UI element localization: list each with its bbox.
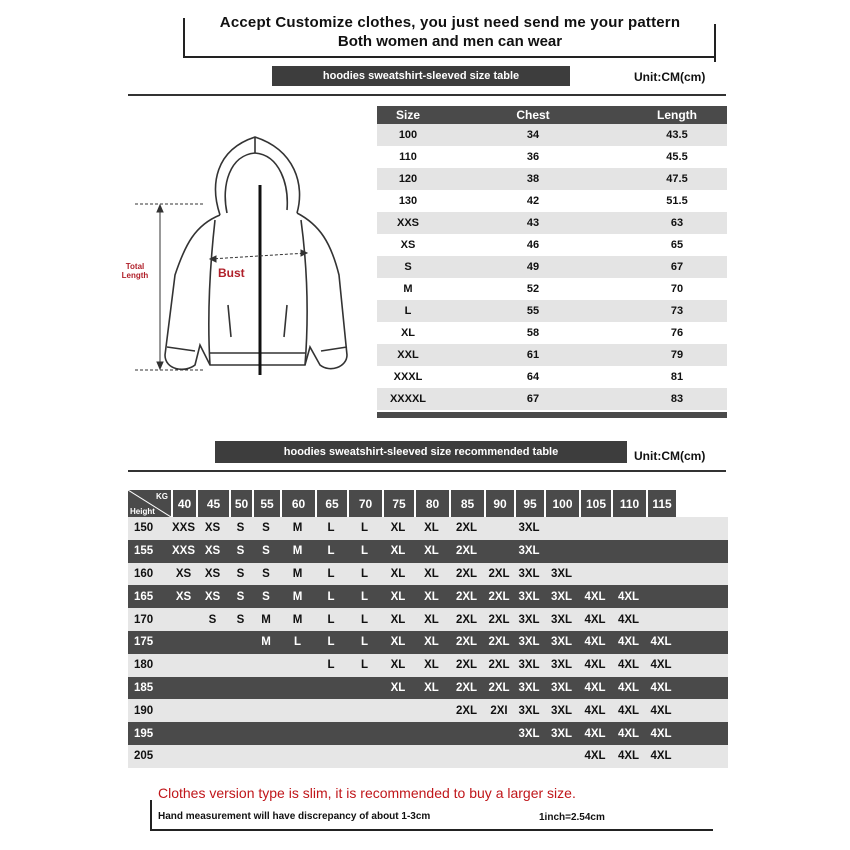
weight-header: 100 <box>544 490 579 517</box>
table-cell: XL <box>400 327 416 339</box>
table-cell: 4XL <box>617 704 640 717</box>
table-cell: 3XL <box>550 636 573 649</box>
table-cell: 3XL <box>550 727 573 740</box>
table-row <box>128 585 728 608</box>
table-cell: 4XL <box>650 681 672 694</box>
table-cell: 120 <box>398 173 418 185</box>
table-cell: S <box>262 522 270 535</box>
header-line-2: Both women and men can wear <box>337 33 563 50</box>
table-cell: 42 <box>526 195 540 207</box>
table-cell: 2XL <box>455 681 478 694</box>
table-cell: 3XL <box>518 659 540 672</box>
table-cell: S <box>236 522 245 535</box>
table-cell: 38 <box>526 173 540 185</box>
total-length-label: Total Length <box>121 262 149 280</box>
table-cell: 4XL <box>584 727 606 740</box>
table-cell: 4XL <box>617 613 640 626</box>
rec-table-header <box>128 490 728 517</box>
table-cell: 73 <box>670 305 684 317</box>
weight-header: 50 <box>229 490 252 517</box>
column-header: Length <box>657 108 697 122</box>
table-cell: 2XL <box>488 567 510 580</box>
table-cell: 4XL <box>617 727 640 740</box>
table-row <box>377 124 727 146</box>
size-table-footer <box>377 412 727 418</box>
table-row <box>377 344 727 366</box>
table-cell: 64 <box>526 371 540 383</box>
weight-header: 85 <box>449 490 484 517</box>
column-header: Size <box>395 108 420 122</box>
table-cell: 4XL <box>617 681 640 694</box>
table-cell: 4XL <box>584 704 606 717</box>
table-cell: 4XL <box>584 613 606 626</box>
table-row <box>128 631 728 654</box>
table-cell: XXS <box>396 217 419 229</box>
weight-header: 115 <box>646 490 676 517</box>
bust-label: Bust <box>218 266 245 280</box>
table-cell: 43 <box>526 217 540 229</box>
weight-header: 65 <box>315 490 347 517</box>
recommended-table <box>128 490 728 768</box>
height-label: 175 <box>134 636 154 649</box>
table-cell: 2XL <box>488 590 510 603</box>
table-cell: S <box>236 590 245 603</box>
table-cell: 43.5 <box>666 129 688 141</box>
table-cell: XL <box>424 636 439 649</box>
table-row <box>128 517 728 540</box>
table-cell: 83 <box>670 393 684 405</box>
table-cell: S <box>236 545 245 558</box>
table-cell: 65 <box>670 239 684 251</box>
weight-header: 55 <box>252 490 280 517</box>
height-label: 160 <box>134 567 154 580</box>
table-cell: 3XL <box>518 522 540 535</box>
table-cell: 49 <box>526 261 540 273</box>
table-cell: L <box>327 613 335 626</box>
weight-header: 40 <box>171 490 196 517</box>
table-row <box>128 540 728 563</box>
table-cell: 2XL <box>455 590 478 603</box>
height-label: 185 <box>134 681 154 694</box>
table-cell: S <box>262 567 270 580</box>
table-cell: 3XL <box>550 659 573 672</box>
table-cell: XL <box>390 659 406 672</box>
table-cell: 76 <box>670 327 684 339</box>
table-cell: XL <box>424 545 439 558</box>
table-cell: 4XL <box>584 659 606 672</box>
table-row <box>377 322 727 344</box>
table-cell: 110 <box>399 151 417 163</box>
table-cell: L <box>327 545 335 558</box>
table-cell: XXXXL <box>389 393 427 405</box>
corner-height-label: Height <box>130 507 155 516</box>
table-cell: 3XL <box>550 704 573 717</box>
table-cell: M <box>292 567 303 580</box>
table-cell: 2XL <box>455 545 478 558</box>
table-corner <box>128 490 171 517</box>
table-cell: 4XL <box>650 659 672 672</box>
rec-table-unit: Unit:CM(cm) <box>634 449 706 463</box>
table-cell: XS <box>204 567 221 580</box>
table-row <box>377 388 727 410</box>
table-cell: XL <box>390 590 406 603</box>
slim-note: Clothes version type is slim, it is recommended to buy a larger size. <box>158 785 576 801</box>
table-cell: 55 <box>526 305 540 317</box>
table-cell: XL <box>424 590 439 603</box>
table-cell: 81 <box>670 371 684 383</box>
table-cell: S <box>262 590 270 603</box>
table-cell: 45.5 <box>666 151 688 163</box>
table-row <box>128 608 728 631</box>
weight-header: 60 <box>280 490 315 517</box>
table-cell: XL <box>390 681 406 694</box>
table-cell: 3XL <box>550 613 573 626</box>
table-cell: L <box>404 305 412 317</box>
table-cell: 3XL <box>518 613 540 626</box>
table-cell: 100 <box>398 129 418 141</box>
table-cell: 2XI <box>490 704 508 717</box>
table-cell: 2XL <box>455 522 478 535</box>
table-cell: XL <box>424 522 439 535</box>
corner-kg-label: KG <box>156 492 168 501</box>
table-cell: XL <box>424 681 439 694</box>
table-cell: 3XL <box>518 727 540 740</box>
weight-header: 45 <box>196 490 229 517</box>
table-row <box>377 190 727 212</box>
table-cell: 4XL <box>617 636 640 649</box>
header-frame-bottom <box>183 56 716 58</box>
table-cell: 3XL <box>550 567 573 580</box>
table-cell: 3XL <box>518 681 540 694</box>
table-cell: L <box>327 636 335 649</box>
table-cell: S <box>262 545 270 558</box>
weight-header: 70 <box>347 490 382 517</box>
table-cell: L <box>360 522 369 535</box>
table-cell: XL <box>424 659 439 672</box>
table-cell: 3XL <box>518 704 540 717</box>
table-cell: 3XL <box>518 545 540 558</box>
table-cell: M <box>292 590 303 603</box>
divider <box>128 470 726 472</box>
size-table-unit: Unit:CM(cm) <box>634 70 706 84</box>
table-cell: 67 <box>670 261 684 273</box>
table-cell: 4XL <box>650 750 672 763</box>
size-table <box>377 106 727 418</box>
table-cell: 4XL <box>617 659 640 672</box>
table-cell: XXS <box>171 545 195 558</box>
table-cell: 3XL <box>518 567 540 580</box>
table-cell: 130 <box>398 195 418 207</box>
table-cell: 51.5 <box>666 195 688 207</box>
table-cell: 4XL <box>650 636 672 649</box>
table-cell: 70 <box>670 283 684 295</box>
table-row <box>128 699 728 722</box>
table-cell: L <box>360 636 369 649</box>
header-line-1: Accept Customize clothes, you just need send me your pattern <box>219 14 681 31</box>
height-label: 155 <box>134 545 154 558</box>
table-cell: XL <box>390 522 406 535</box>
table-cell: M <box>292 613 303 626</box>
height-label: 170 <box>134 613 154 626</box>
rec-table-title: hoodies sweatshirt-sleeved size recommended table <box>215 441 627 463</box>
height-label: 205 <box>134 750 154 763</box>
table-cell: 4XL <box>584 636 606 649</box>
table-cell: XXS <box>171 522 195 535</box>
table-cell: L <box>360 567 369 580</box>
weight-header: 110 <box>611 490 646 517</box>
weight-header: 80 <box>414 490 449 517</box>
table-cell: 3XL <box>518 636 540 649</box>
table-cell: S <box>404 261 412 273</box>
table-row <box>128 677 728 700</box>
table-cell: L <box>360 545 369 558</box>
table-cell: 4XL <box>650 727 672 740</box>
height-label: 165 <box>134 590 154 603</box>
table-cell: 34 <box>526 129 540 141</box>
table-cell: L <box>327 522 335 535</box>
table-row <box>377 366 727 388</box>
table-cell: S <box>236 613 245 626</box>
column-header: Chest <box>516 108 550 122</box>
table-cell: XL <box>424 613 439 626</box>
table-row <box>128 745 728 768</box>
table-cell: 4XL <box>650 704 672 717</box>
table-cell: L <box>360 590 369 603</box>
table-row <box>377 168 727 190</box>
table-cell: S <box>208 613 217 626</box>
table-cell: 2XL <box>455 659 478 672</box>
table-cell: M <box>292 522 303 535</box>
table-cell: XS <box>204 545 221 558</box>
table-row <box>377 146 727 168</box>
table-cell: XL <box>390 567 406 580</box>
table-cell: XS <box>204 522 221 535</box>
table-cell: L <box>360 613 369 626</box>
table-row <box>128 654 728 677</box>
table-cell: 4XL <box>584 681 606 694</box>
table-cell: 63 <box>670 217 684 229</box>
height-label: 180 <box>134 659 154 672</box>
measurement-note: Hand measurement will have discrepancy of about 1-3cm <box>158 811 431 822</box>
table-cell: M <box>292 545 303 558</box>
table-cell: S <box>236 567 245 580</box>
table-cell: 2XL <box>455 704 478 717</box>
table-cell: 47.5 <box>666 173 688 185</box>
table-cell: L <box>327 590 335 603</box>
notes-frame-bottom <box>150 829 713 831</box>
table-row <box>377 234 727 256</box>
table-cell: XL <box>390 545 406 558</box>
table-cell: 2XL <box>455 567 478 580</box>
table-cell: 67 <box>526 393 540 405</box>
table-cell: XS <box>204 590 221 603</box>
table-row <box>128 722 728 745</box>
table-cell: XL <box>390 636 406 649</box>
table-cell: XL <box>424 567 439 580</box>
table-row <box>377 212 727 234</box>
table-row <box>377 278 727 300</box>
table-cell: XS <box>400 239 416 251</box>
table-cell: XXXL <box>393 371 423 383</box>
table-cell: 2XL <box>488 659 510 672</box>
table-cell: L <box>360 659 369 672</box>
table-row <box>377 256 727 278</box>
table-cell: 2XL <box>455 613 478 626</box>
weight-header: 105 <box>579 490 611 517</box>
table-cell: M <box>261 636 271 649</box>
divider <box>128 94 726 96</box>
table-cell: L <box>327 659 335 672</box>
table-cell: L <box>327 567 335 580</box>
table-cell: 3XL <box>550 590 573 603</box>
table-cell: 4XL <box>584 750 606 763</box>
table-cell: XS <box>175 590 192 603</box>
table-cell: 2XL <box>488 636 510 649</box>
hoodie-diagram <box>115 125 365 380</box>
table-row <box>377 300 727 322</box>
size-table-header <box>377 106 727 124</box>
table-cell: XXL <box>397 349 419 361</box>
table-cell: 4XL <box>584 590 606 603</box>
weight-header: 90 <box>484 490 514 517</box>
table-cell: XS <box>175 567 192 580</box>
table-cell: 4XL <box>617 750 640 763</box>
inch-conversion: 1inch=2.54cm <box>539 812 605 823</box>
table-cell: 2XL <box>455 636 478 649</box>
table-cell: 36 <box>526 151 540 163</box>
height-label: 150 <box>134 522 154 535</box>
height-label: 195 <box>134 727 154 740</box>
table-cell: 2XL <box>488 681 510 694</box>
table-cell: XL <box>390 613 406 626</box>
table-cell: 3XL <box>550 681 573 694</box>
table-row <box>128 563 728 586</box>
height-label: 190 <box>134 704 154 717</box>
size-table-title: hoodies sweatshirt-sleeved size table <box>272 66 570 86</box>
table-cell: 58 <box>526 327 540 339</box>
notes-frame-left <box>150 800 152 830</box>
table-cell: 2XL <box>488 613 510 626</box>
table-cell: 52 <box>526 283 540 295</box>
table-cell: 4XL <box>617 590 640 603</box>
table-cell: L <box>293 636 302 649</box>
table-cell: M <box>261 613 271 626</box>
table-cell: 3XL <box>518 590 540 603</box>
table-cell: 46 <box>526 239 540 251</box>
table-cell: 79 <box>670 349 684 361</box>
weight-header: 95 <box>514 490 544 517</box>
weight-header: 75 <box>382 490 414 517</box>
table-cell: M <box>403 283 413 295</box>
table-cell: 61 <box>526 349 540 361</box>
